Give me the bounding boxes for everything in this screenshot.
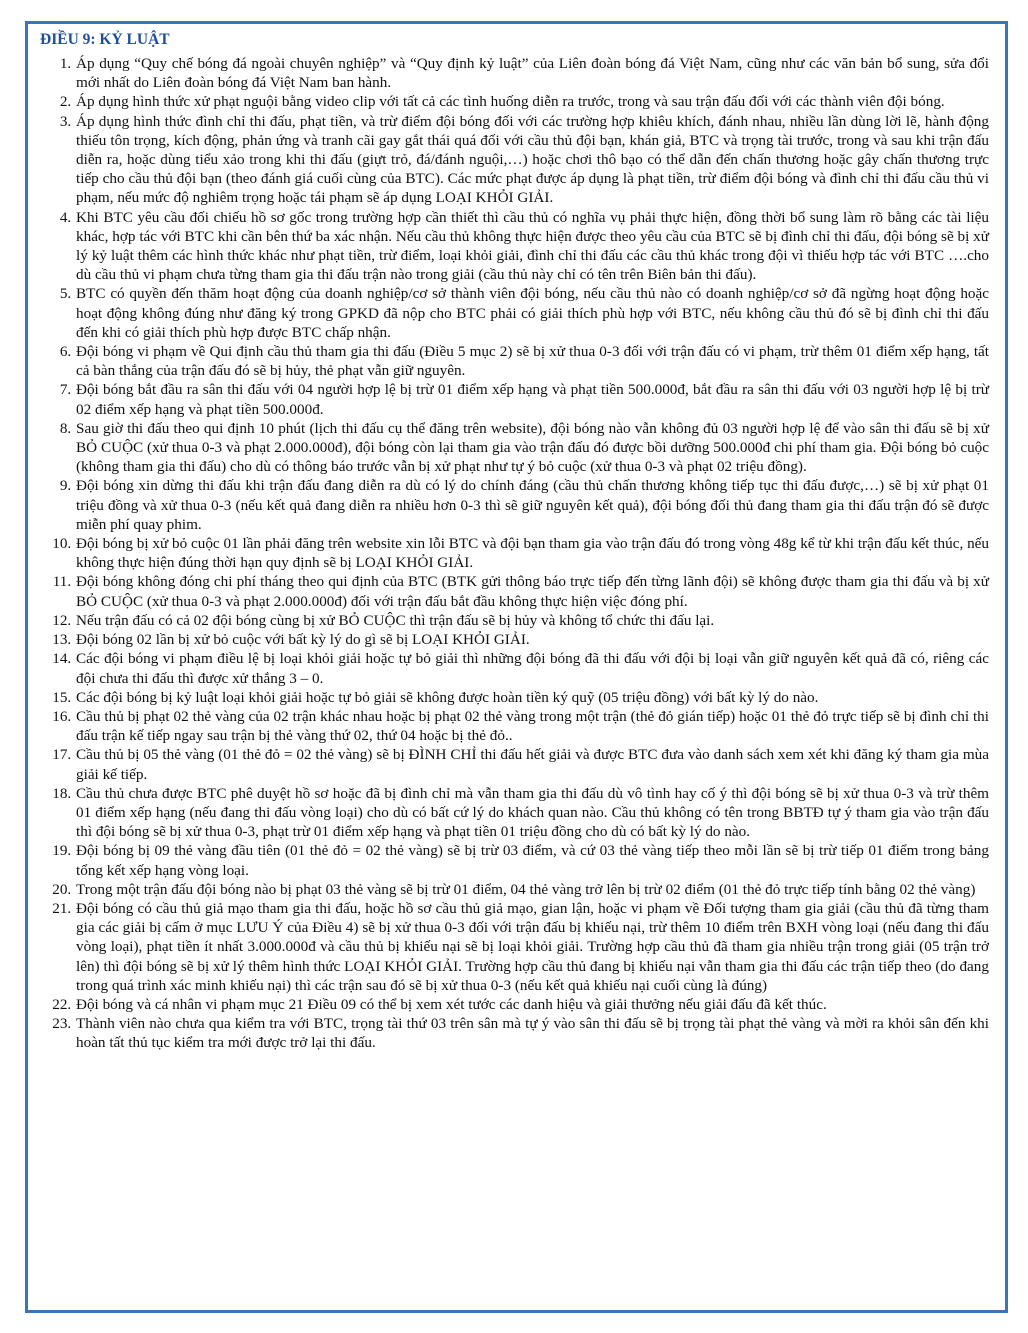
rule-item: 23. Thành viên nào chưa qua kiểm tra với BTC, trọng tài thứ 03 trên sân mà tự ý vào sân thi đấu sẽ bị trọng tài phạt thẻ vàng và mời ra khỏi sân đến khi hoàn tất thủ tục kiểm tra mới được trở lại thi đấu. bbox=[75, 1014, 989, 1052]
rules-list bbox=[40, 54, 989, 1053]
rule-item: 19. Đội bóng bị 09 thẻ vàng đầu tiên (01 thẻ đỏ = 02 thẻ vàng) sẽ bị trừ 03 điểm, và cứ 03 thẻ vàng tiếp theo mỗi lần sẽ bị trừ tiếp 01 điểm trong bảng tổng kết xếp hạng vòng loại. bbox=[75, 841, 989, 879]
rule-item: 18. Cầu thủ chưa được BTC phê duyệt hồ sơ hoặc đã bị đình chỉ mà vẫn tham gia thi đấu dù vô tình hay cố ý thì đội bóng sẽ bị xử thua 0-3 và trừ thêm 01 điểm xếp hạng (nếu đang thi đấu vòng loại) cho dù có bất cứ lý do khách quan nào. Cầu thủ không có tên trong BBTĐ tự ý tham gia vào trận đấu thì đội bóng sẽ bị xử thua 0-3, phạt trừ 01 điểm xếp hạng và phạt tiền 01 triệu đồng cho dù có bất kỳ lý do nào. bbox=[75, 784, 989, 842]
rule-item: 17. Cầu thủ bị 05 thẻ vàng (01 thẻ đỏ = 02 thẻ vàng) sẽ bị ĐÌNH CHỈ thi đấu hết giải và được BTC đưa vào danh sách xem xét khi đăng ký tham gia mùa giải kế tiếp. bbox=[75, 745, 989, 783]
rule-item: 8. Sau giờ thi đấu theo qui định 10 phút (lịch thi đấu cụ thể đăng trên website), đội bóng nào vẫn không đủ 03 người hợp lệ để vào sân thi đấu sẽ bị xử BỎ CUỘC (xử thua 0-3 và phạt 2.000.000đ), đội bóng còn lại tham gia vào trận đấu đó được bồi dưỡng 500.000đ chi phí tham gia. Đội bóng bỏ cuộc (không tham gia thi đấu) cho dù có thông báo trước vẫn bị xử phạt như tự ý bỏ cuộc (xử thua 0-3 và phạt 02 triệu đồng). bbox=[75, 419, 989, 477]
rule-item: 5. BTC có quyền đến thăm hoạt động của doanh nghiệp/cơ sở thành viên đội bóng, nếu cầu thủ nào có doanh nghiệp/cơ sở đã ngừng hoạt động hoặc hoạt động không đúng như đăng ký trong GPKD đã nộp cho BTC phải có giải thích phù hợp với BTC, nếu không cầu thủ đó sẽ bị đình chỉ thi đấu đến khi có giải thích phù hợp được BTC chấp nhận. bbox=[75, 284, 989, 342]
rule-item: 21. Đội bóng có cầu thủ giả mạo tham gia thi đấu, hoặc hồ sơ cầu thủ giả mạo, gian lận, hoặc vi phạm về Đối tượng tham gia giải (cầu thủ đã từng tham gia các giải bị cấm ở mục LƯU Ý của Điều 4) sẽ bị xử thua 0-3 đối với trận đấu bị khiếu nại, trừ thêm 10 điểm trên BXH vòng loại (nếu đang thi đấu vòng loại), phạt tiền ít nhất 3.000.000đ và cầu thủ bị khiếu nại sẽ bị loại khỏi giải. Trường hợp cầu thủ đã tham gia nhiều trận trong giải (05 trận trở lên) thì đội bóng sẽ bị xử lý thêm hình thức LOẠI KHỎI GIẢI. Trường hợp cầu thủ đang bị khiếu nại vẫn tham gia thi đấu các trận tiếp theo (do đang trong quá trình xác minh khiếu nại) thì các trận sau đó sẽ bị xử thua 0-3 (nếu kết quả khiếu nại cuối cùng là đúng) bbox=[75, 899, 989, 995]
rule-item: 22. Đội bóng và cá nhân vi phạm mục 21 Điều 09 có thể bị xem xét tước các danh hiệu và giải thưởng nếu giải đấu đã kết thúc. bbox=[75, 995, 989, 1014]
section-heading: ĐIỀU 9: KỶ LUẬT bbox=[40, 31, 170, 48]
rule-item: 9. Đội bóng xin dừng thi đấu khi trận đấu đang diễn ra dù có lý do chính đáng (cầu thủ chấn thương không tiếp tục thi đấu được,…) sẽ bị xử phạt 01 triệu đồng và xử thua 0-3 (nếu kết quả đang diễn ra nhiều hơn 0-3 thì sẽ giữ nguyên kết quả), đội bóng đối thủ đang tham gia thi đấu trận đó sẽ được miễn phí quay phim. bbox=[75, 476, 989, 534]
document-frame bbox=[25, 21, 1008, 1313]
rule-item: 11. Đội bóng không đóng chi phí tháng theo qui định của BTC (BTK gửi thông báo trực tiếp đến từng lãnh đội) sẽ không được tham gia thi đấu và bị xử BỎ CUỘC (xử thua 0-3 và phạt 2.000.000đ) đối với trận đấu bắt đầu không thực hiện việc đóng phí. bbox=[75, 572, 989, 610]
rule-item: 4. Khi BTC yêu cầu đối chiếu hồ sơ gốc trong trường hợp cần thiết thì cầu thủ có nghĩa vụ phải thực hiện, đồng thời bổ sung làm rõ bằng các tài liệu khác, hợp tác với BTC khi cần bên thứ ba xác nhận. Nếu cầu thủ không thực hiện được theo yêu cầu của BTC sẽ bị đình chỉ thi đấu, đội bóng sẽ bị xử lý kỷ luật thêm các hình thức khác như phạt tiền, trừ điểm, loại khỏi giải, đình chỉ thi đấu các cầu thủ khác trong đội vì thiếu hợp tác với BTC ….cho dù cầu thủ vi phạm chưa từng tham gia thi đấu trận nào trong giải (cầu thủ này chỉ có tên trên Biên bản thi đấu). bbox=[75, 208, 989, 285]
rule-item: 7. Đội bóng bắt đầu ra sân thi đấu với 04 người hợp lệ bị trừ 01 điểm xếp hạng và phạt tiền 500.000đ, bắt đầu ra sân thi đấu với 03 người hợp lệ bị trừ 02 điểm xếp hạng và phạt tiền 500.000đ. bbox=[75, 380, 989, 418]
rule-item: 6. Đội bóng vi phạm về Qui định cầu thủ tham gia thi đấu (Điều 5 mục 2) sẽ bị xử thua 0-3 đối với trận đấu có vi phạm, trừ thêm 01 điểm xếp hạng, tất cả bàn thắng của trận đấu đó sẽ bị hủy, thẻ phạt vẫn giữ nguyên. bbox=[75, 342, 989, 380]
rule-item: 14. Các đội bóng vi phạm điều lệ bị loại khỏi giải hoặc tự bỏ giải thì những đội bóng đã thi đấu với đội bị loại vẫn giữ nguyên kết quả đã có, riêng các đội chưa thi đấu thì được xử thắng 3 – 0. bbox=[75, 649, 989, 687]
rule-item: 15. Các đội bóng bị kỷ luật loại khỏi giải hoặc tự bỏ giải sẽ không được hoàn tiền ký quỹ (05 triệu đồng) với bất kỳ lý do nào. bbox=[75, 688, 989, 707]
rule-item: 13. Đội bóng 02 lần bị xử bỏ cuộc với bất kỳ lý do gì sẽ bị LOẠI KHỎI GIẢI. bbox=[75, 630, 989, 649]
rule-item: 10. Đội bóng bị xử bỏ cuộc 01 lần phải đăng trên website xin lỗi BTC và đội bạn tham gia vào trận đấu đó trong vòng 48g kể từ khi trận đấu kết thúc, nếu không thực hiện đúng thời hạn quy định sẽ bị LOẠI KHỎI GIẢI. bbox=[75, 534, 989, 572]
rule-item: 1. Áp dụng “Quy chế bóng đá ngoài chuyên nghiệp” và “Quy định kỷ luật” của Liên đoàn bóng đá Việt Nam, cũng như các văn bản bổ sung, sửa đổi mới nhất do Liên đoàn bóng đá Việt Nam ban hành. bbox=[75, 54, 989, 92]
rule-item: 12. Nếu trận đấu có cả 02 đội bóng cùng bị xử BỎ CUỘC thì trận đấu sẽ bị hủy và không tổ chức thi đấu lại. bbox=[75, 611, 989, 630]
rule-item: 20. Trong một trận đấu đội bóng nào bị phạt 03 thẻ vàng sẽ bị trừ 01 điểm, 04 thẻ vàng trở lên bị trừ 02 điểm (01 thẻ đỏ trực tiếp tính bằng 02 thẻ vàng) bbox=[75, 880, 989, 899]
rule-item: 16. Cầu thủ bị phạt 02 thẻ vàng của 02 trận khác nhau hoặc bị phạt 02 thẻ vàng trong một trận (thẻ đỏ gián tiếp) hoặc 01 thẻ đỏ trực tiếp sẽ bị đình chỉ thi đấu trận kế tiếp ngay sau trận bị thẻ vàng thứ 02, thứ 04 hoặc bị thẻ đỏ.. bbox=[75, 707, 989, 745]
rule-item: 2. Áp dụng hình thức xử phạt nguội bằng video clip với tất cả các tình huống diễn ra trước, trong và sau trận đấu đối với các thành viên đội bóng. bbox=[75, 92, 989, 111]
rule-item: 3. Áp dụng hình thức đình chỉ thi đấu, phạt tiền, và trừ điểm đội bóng đối với các trường hợp khiêu khích, đánh nhau, nhiều lần dùng lời lẽ, hành động thiếu tôn trọng, kích động, phản ứng và tranh cãi gay gắt thái quá đối với cầu thủ đội bạn, khán giả, BTC và trọng tài trước, trong và sau khi trận đấu diễn ra, hoặc dùng tiểu xảo trong khi thi đấu (giựt trỏ, đá/đánh nguội,…) hoặc chơi thô bạo có thể dẫn đến chấn thương hoặc gây chấn thương trực tiếp cho cầu thủ đội bạn (theo đánh giá cuối cùng của BTC). Các mức phạt được áp dụng là phạt tiền, trừ điểm đội bóng và đình chỉ thi đấu cầu thủ vi phạm, nếu mức độ nghiêm trọng hoặc tái phạm sẽ áp dụng LOẠI KHỎI GIẢI. bbox=[75, 112, 989, 208]
